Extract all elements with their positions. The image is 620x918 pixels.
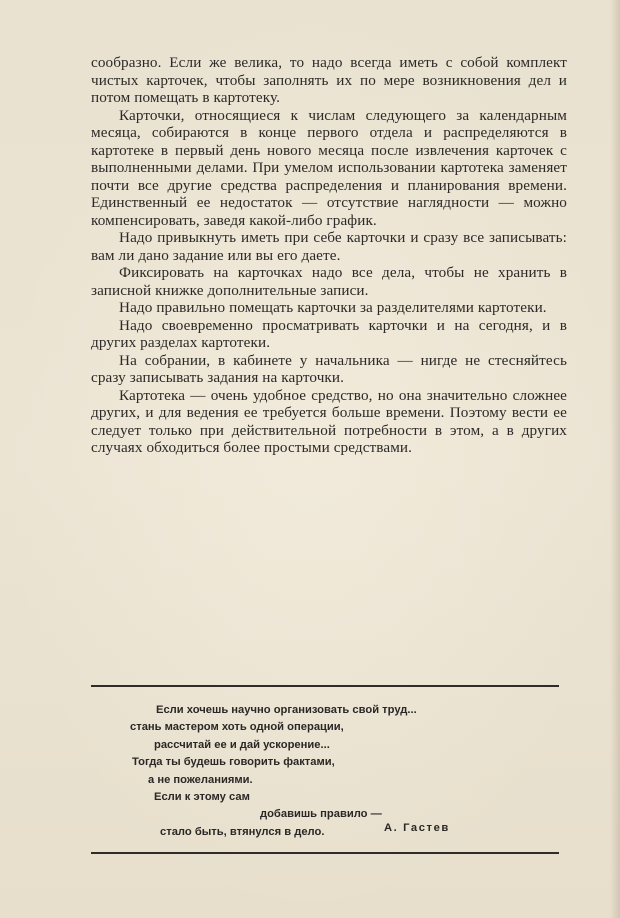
epigraph-line: добавишь правило — <box>260 808 382 821</box>
paragraph: Надо правильно помещать карточки за разделителями картотеки. <box>119 299 547 316</box>
top-divider-rule <box>91 685 559 687</box>
paragraph: Надо своевременно просматривать карточки и на сегодня, и в других разделах картотеки. <box>91 316 567 351</box>
epigraph-line: Если к этому сам <box>154 791 250 804</box>
epigraph-line: Если хочешь научно организовать свой труд... <box>156 704 417 716</box>
paragraph: Карточки, относящиеся к числам следующего за календарным месяца, собираются в конце первого отдела и распределяются в картотеке в первый день нового месяца после извлечения карточек с выполненными делами. При умелом использовании картотека заменяет почти все другие средства распределения и планирования времени. Единственный ее недостаток — отсутствие наглядности — можно компенсировать, заведя какой-либо график. <box>91 106 567 229</box>
paragraph: Фиксировать на карточках надо все дела, чтобы не хранить в записной книжке дополнительные записи. <box>91 264 567 299</box>
epigraph-line: а не пожеланиями. <box>148 773 253 786</box>
epigraph <box>130 702 530 841</box>
paragraph: сообразно. Если же велика, то надо всегда иметь с собой комплект чистых карточек, чтобы заполнять их по мере возникновения дел и потом помещать в картотеку. <box>91 54 567 106</box>
paragraph: На собрании, в кабинете у начальника — нигде не стесняйтесь сразу записывать задания на карточки. <box>91 351 567 386</box>
epigraph-author: А. Гастев <box>384 822 450 834</box>
epigraph-line: Тогда ты будешь говорить фактами, <box>132 756 335 769</box>
paragraph: Надо привыкнуть иметь при себе карточки и сразу все записывать: вам ли дано задание или вы его даете. <box>91 229 567 264</box>
bottom-divider-rule <box>91 852 559 854</box>
body-text <box>91 54 567 457</box>
epigraph-line: рассчитай ее и дай ускорение... <box>154 738 330 751</box>
paragraph: Картотека — очень удобное средство, но она значительно сложнее других, и для ведения ее требуется больше времени. Поэтому вести ее следует только при действительной потребности в этом, а в других случаях обходиться более простыми средствами. <box>91 386 567 456</box>
epigraph-line: стало быть, втянулся в дело. <box>160 825 325 838</box>
epigraph-line: стань мастером хоть одной операции, <box>130 721 344 734</box>
